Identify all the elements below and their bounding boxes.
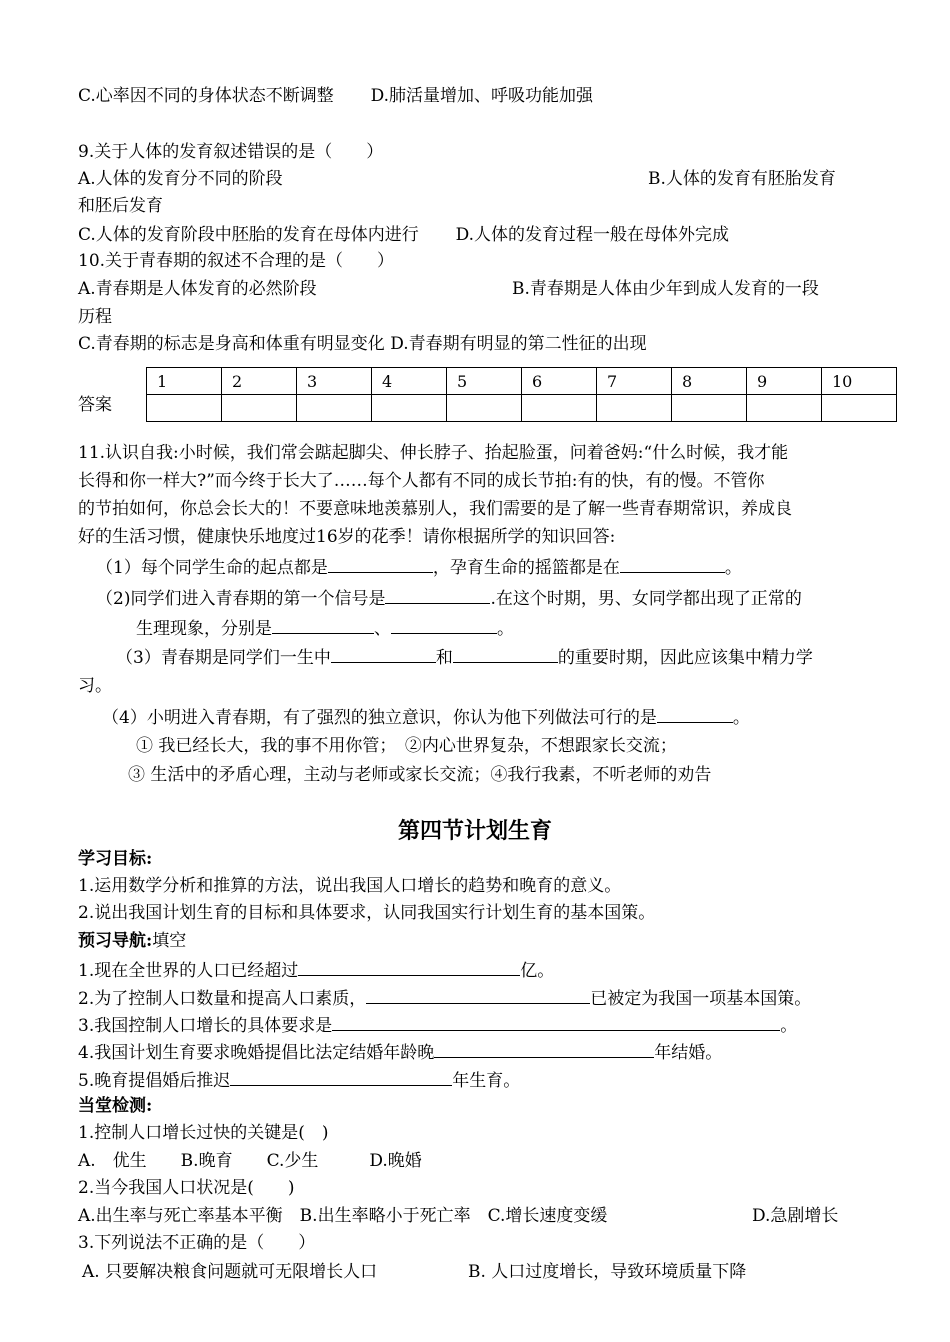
- fill-item-2: [78, 986, 811, 1010]
- q11-paragraph-line: 的节拍如何，你总会长大的！不要意味地羡慕别人，我们需要的是了解一些青春期常识，养成良: [78, 499, 792, 519]
- fill-text: 年生育。: [452, 1071, 521, 1091]
- q10-option-b-cont: 历程: [78, 307, 112, 327]
- answer-number: 2: [222, 368, 297, 395]
- fill-text: 5.晚育提倡婚后推迟: [78, 1071, 231, 1091]
- check-q3-option-a: A. 只要解决粮食问题就可无限增长人口: [82, 1262, 378, 1282]
- fill-item-3: [78, 1013, 797, 1037]
- section-title: 第四节计划生育: [397, 819, 552, 844]
- fill-blank[interactable]: [391, 616, 497, 634]
- answer-cell[interactable]: [822, 395, 897, 422]
- q11-sub3-text: 和: [435, 648, 453, 668]
- fill-item-1: [78, 958, 554, 982]
- q11-paragraph-line: 好的生活习惯，健康快乐地度过16岁的花季！请你根据所学的知识回答:: [78, 527, 616, 547]
- q11-sub4-text: （4）小明进入青春期，有了强烈的独立意识，你认为他下列做法可行的是: [102, 708, 657, 728]
- answer-cell[interactable]: [522, 395, 597, 422]
- fill-blank[interactable]: [328, 555, 433, 573]
- q11-sub2-text: .在这个时期，男、女同学都出现了正常的: [490, 589, 802, 609]
- q11-sub3-cont: 习。: [78, 676, 112, 696]
- answer-blank-row[interactable]: [147, 395, 897, 422]
- answer-number: 10: [822, 368, 897, 395]
- fill-text: 亿。: [520, 961, 555, 981]
- answer-number: 9: [747, 368, 822, 395]
- goal-item: 1.运用数学分析和推算的方法，说出我国人口增长的趋势和晚育的意义。: [78, 876, 622, 896]
- q11-sub1-text: （1）每个同学生命的起点都是: [96, 558, 328, 578]
- q9-option-d: D.人体的发育过程一般在母体外完成: [455, 225, 730, 245]
- answer-number: 4: [372, 368, 447, 395]
- q10-option-a: A.青春期是人体发育的必然阶段: [78, 279, 317, 299]
- fill-blank[interactable]: [272, 616, 374, 634]
- fill-blank[interactable]: [230, 1068, 452, 1086]
- answer-number: 6: [522, 368, 597, 395]
- answer-cell[interactable]: [447, 395, 522, 422]
- check-q1-options: A. 优生 B.晚育 C.少生 D.晚婚: [78, 1151, 422, 1171]
- fill-text: 3.我国控制人口增长的具体要求是: [78, 1016, 333, 1036]
- fill-blank[interactable]: [620, 555, 725, 573]
- answer-cell[interactable]: [222, 395, 297, 422]
- q11-sub2-cont: [136, 616, 514, 640]
- answer-number: 5: [447, 368, 522, 395]
- q9-option-b-cont: 和胚后发育: [78, 196, 163, 216]
- q11-sub2-text: 生理现象，分别是: [136, 619, 272, 639]
- answer-label: 答案: [78, 395, 112, 415]
- fill-text: 。: [780, 1016, 798, 1036]
- q11-sub1-text: ，孕育生命的摇篮都是在: [432, 558, 620, 578]
- q11-choice-line: ① 我已经长大，我的事不用你管； ②内心世界复杂，不想跟家长交流；: [136, 736, 677, 756]
- preview-label: 预习导航:: [78, 931, 153, 951]
- q8-option-d: D.肺活量增加、呼吸功能加强: [370, 86, 594, 106]
- q9-option-a: A.人体的发育分不同的阶段: [78, 169, 283, 189]
- fill-blank[interactable]: [657, 705, 733, 723]
- q11-sub4-text: 。: [732, 708, 750, 728]
- q11-sub2-text: 、: [374, 619, 391, 639]
- fill-blank[interactable]: [434, 1040, 654, 1058]
- q11-sub1: [96, 555, 742, 579]
- q11-sub4: [102, 705, 750, 729]
- check-q2-option-d: D.急剧增长: [752, 1206, 839, 1226]
- q11-sub3-text: 的重要时期，因此应该集中精力学: [557, 648, 813, 668]
- fill-blank[interactable]: [453, 645, 558, 663]
- answer-cell[interactable]: [297, 395, 372, 422]
- fill-text: 2.为了控制人口数量和提高人口素质，: [78, 989, 367, 1009]
- q11-paragraph-line: 11.认识自我:小时候，我们常会踮起脚尖、伸长脖子、抬起脸蛋，问着爸妈:“什么时候，我才能: [78, 443, 789, 463]
- q11-sub3: [116, 645, 813, 669]
- q11-choice-line: ③ 生活中的矛盾心理，主动与老师或家长交流；④我行我素，不听老师的劝告: [128, 765, 712, 785]
- q10-stem: 10.关于青春期的叙述不合理的是（ ）: [78, 251, 395, 271]
- preview-heading: [78, 930, 186, 952]
- answer-number: 8: [672, 368, 747, 395]
- answer-number: 1: [147, 368, 222, 395]
- answer-number: 7: [597, 368, 672, 395]
- q11-sub3-text: （3）青春期是同学们一生中: [116, 648, 331, 668]
- check-q2-stem: 2.当今我国人口状况是( ): [78, 1178, 295, 1198]
- answer-number-row: [147, 368, 897, 395]
- goal-item: 2.说出我国计划生育的目标和具体要求，认同我国实行计划生育的基本国策。: [78, 903, 656, 923]
- fill-text: 年结婚。: [654, 1043, 723, 1063]
- answer-cell[interactable]: [597, 395, 672, 422]
- q8-option-c: C.心率因不同的身体状态不断调整: [78, 86, 334, 106]
- answer-cell[interactable]: [372, 395, 447, 422]
- q11-paragraph-line: 长得和你一样大?”而今终于长大了……每个人都有不同的成长节拍:有的快，有的慢。不管你: [78, 471, 765, 491]
- fill-text: 1.现在全世界的人口已经超过: [78, 961, 299, 981]
- fill-blank[interactable]: [298, 958, 520, 976]
- q9-option-c: C.人体的发育阶段中胚胎的发育在母体内进行: [78, 225, 419, 245]
- fill-item-4: [78, 1040, 722, 1064]
- q11-sub1-text: 。: [724, 558, 742, 578]
- q11-sub2: [96, 586, 802, 610]
- q11-sub2-text: 。: [497, 619, 514, 639]
- fill-item-5: [78, 1068, 520, 1092]
- fill-blank[interactable]: [385, 586, 490, 604]
- check-heading: 当堂检测:: [78, 1096, 153, 1116]
- q11-sub2-text: （2)同学们进入青春期的第一个信号是: [96, 589, 386, 609]
- answer-cell[interactable]: [147, 395, 222, 422]
- answer-cell[interactable]: [747, 395, 822, 422]
- fill-text: 4.我国计划生育要求晚婚提倡比法定结婚年龄晚: [78, 1043, 435, 1063]
- check-q1-stem: 1.控制人口增长过快的关键是( ): [78, 1123, 329, 1143]
- answer-number: 3: [297, 368, 372, 395]
- q9-stem: 9.关于人体的发育叙述错误的是（ ）: [78, 142, 384, 162]
- fill-blank[interactable]: [331, 645, 436, 663]
- check-q3-option-b: B. 人口过度增长，导致环境质量下降: [468, 1262, 747, 1282]
- check-q2-options: A.出生率与死亡率基本平衡 B.出生率略小于死亡率 C.增长速度变缓: [78, 1206, 608, 1226]
- answer-table: [146, 367, 897, 422]
- q9-option-cd-line: [78, 224, 729, 246]
- answer-cell[interactable]: [672, 395, 747, 422]
- q10-option-b: B.青春期是人体由少年到成人发育的一段: [512, 279, 819, 299]
- preview-suffix: 填空: [152, 931, 187, 951]
- fill-blank[interactable]: [332, 1013, 780, 1031]
- fill-text: 已被定为我国一项基本国策。: [590, 989, 812, 1009]
- q9-option-b: B.人体的发育有胚胎发育: [648, 169, 836, 189]
- q10-option-cd: C.青春期的标志是身高和体重有明显变化 D.青春期有明显的第二性征的出现: [78, 334, 647, 354]
- goals-heading: 学习目标:: [78, 849, 153, 869]
- fill-blank[interactable]: [366, 986, 590, 1004]
- check-q3-stem: 3.下列说法不正确的是（ ）: [78, 1233, 316, 1253]
- q8-option-line: [78, 85, 593, 107]
